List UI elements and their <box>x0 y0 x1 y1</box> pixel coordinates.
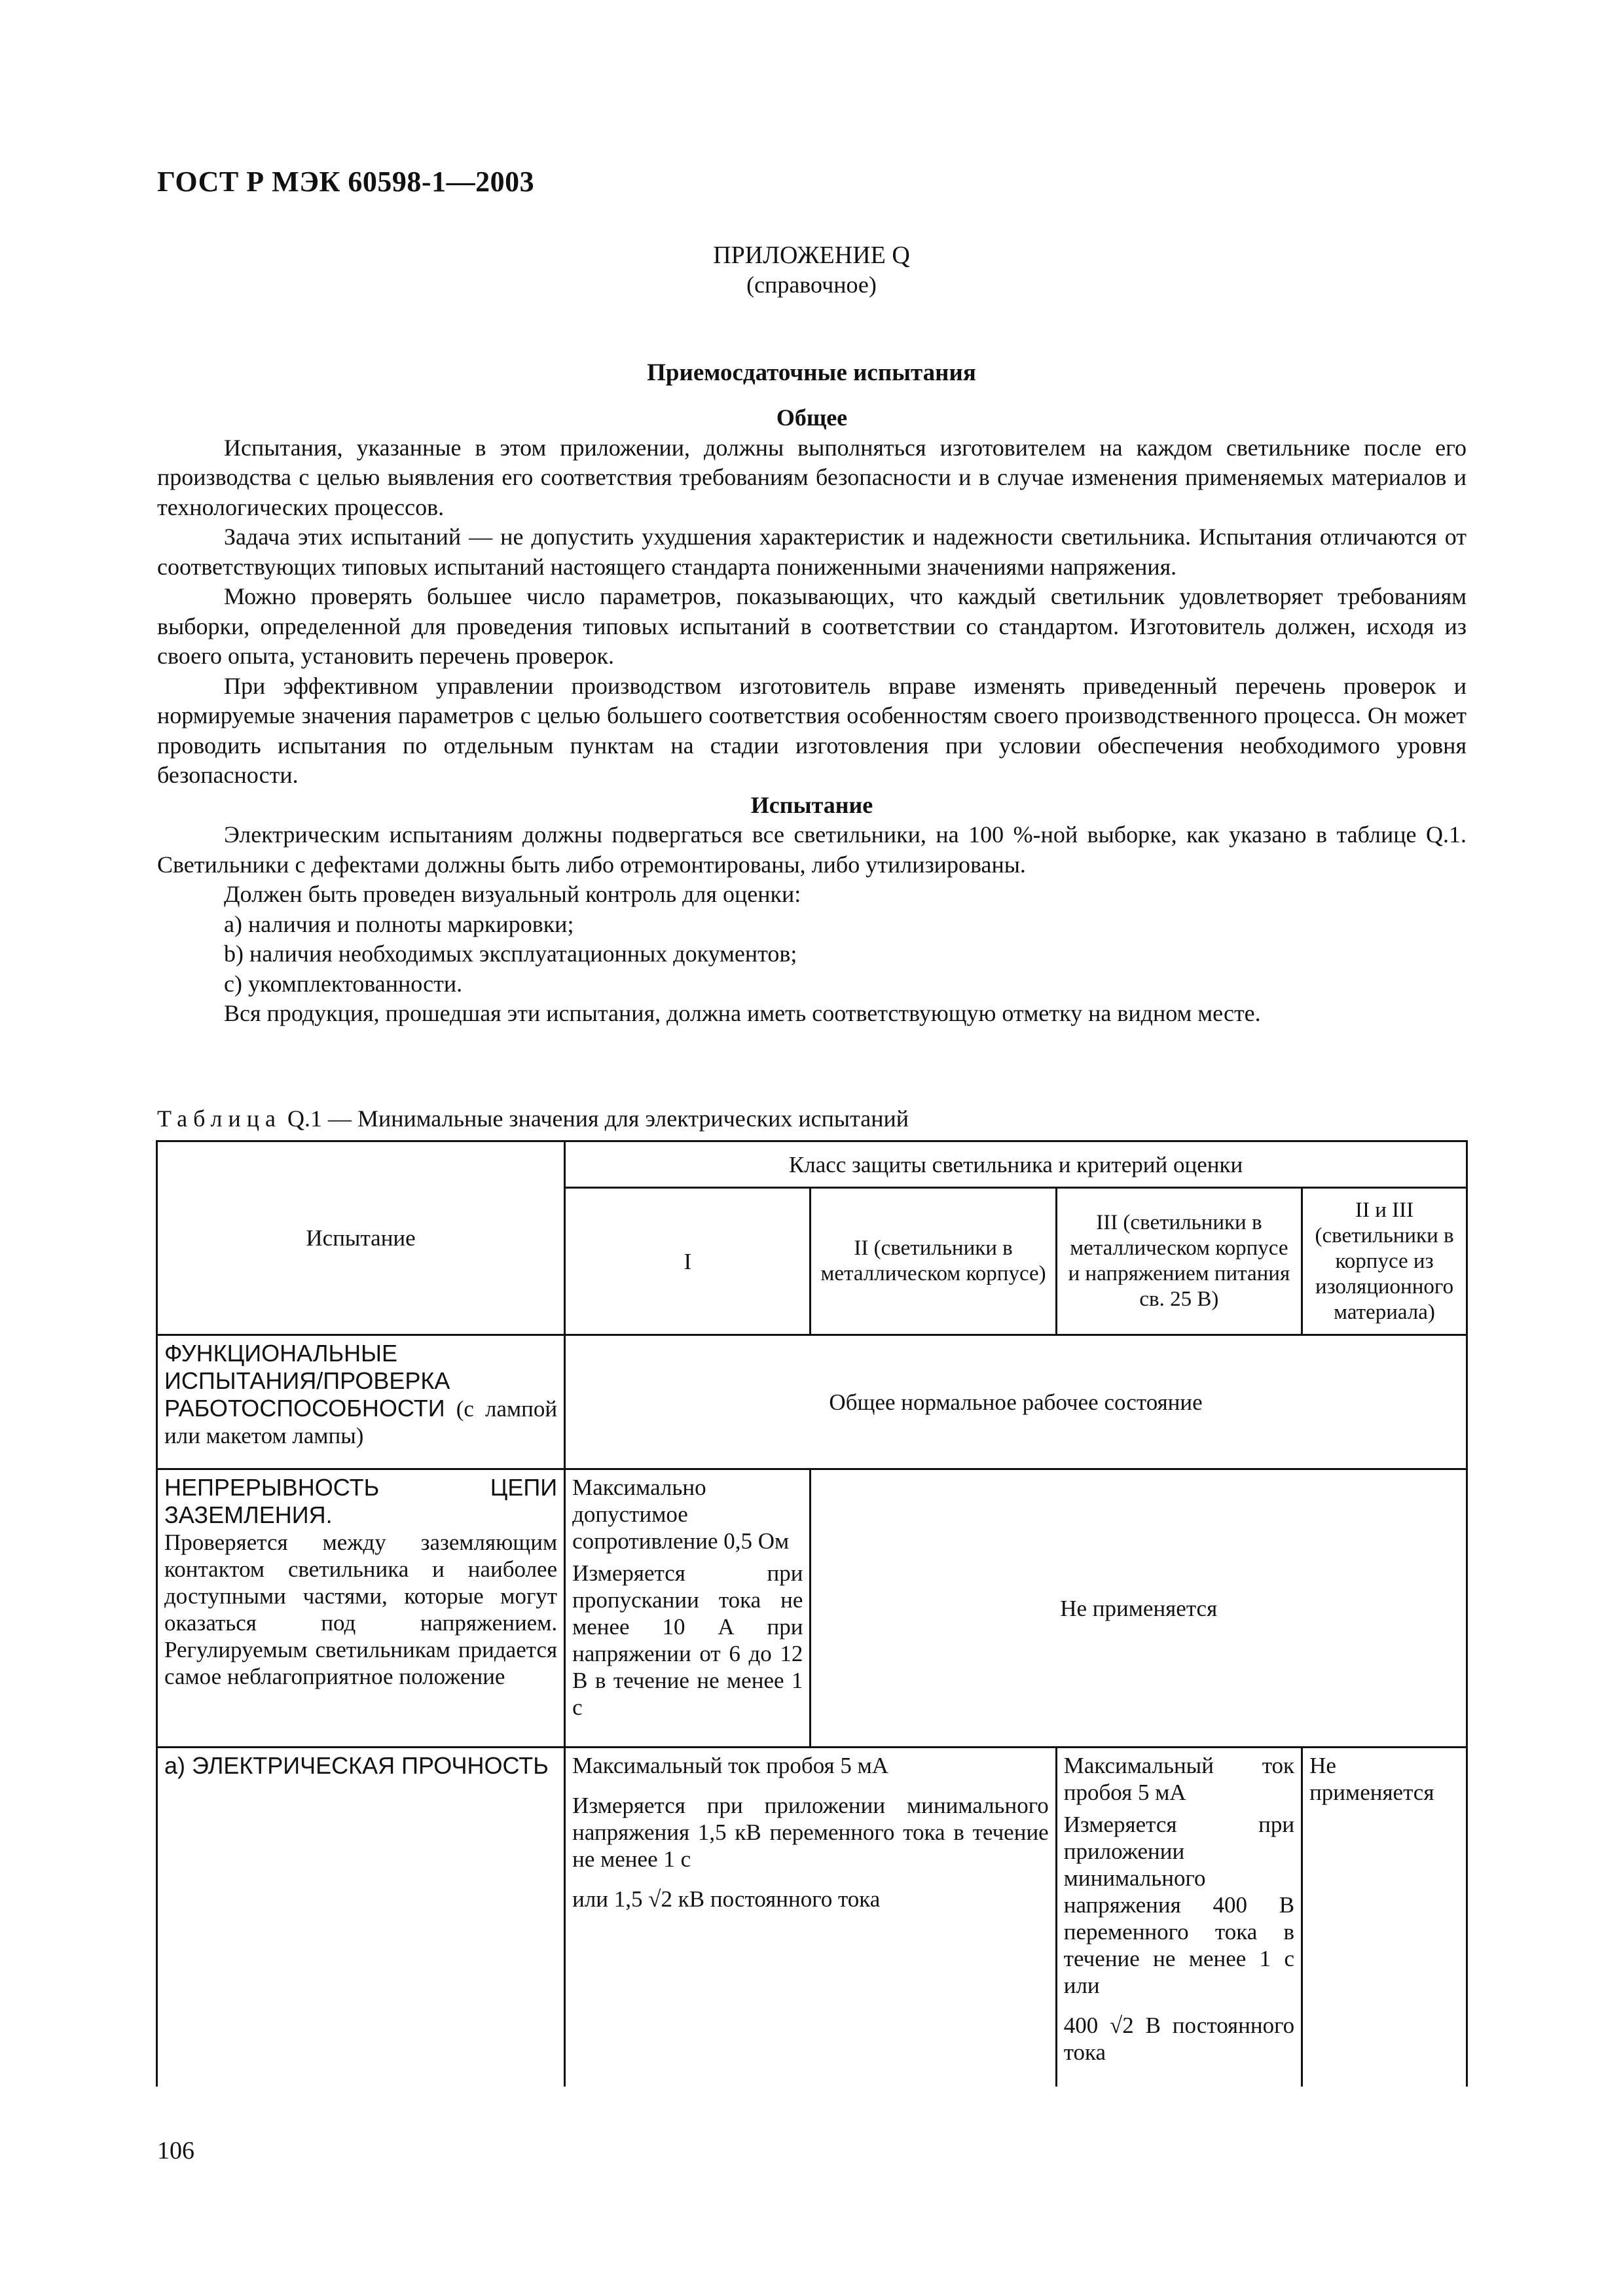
row-description: Проверяется между заземляющим контактом светильника и наиболее доступными частями, которые могут оказаться под напряжением. Регулируемым светильникам придается самое неблагоприятное положение <box>164 1530 558 1689</box>
measurement-condition: Измеряется при пропускании тока не менее 10 А при напряжении от 6 до 12 В в течение не менее 1 с <box>572 1560 803 1720</box>
standard-designation: ГОСТ Р МЭК 60598-1—2003 <box>157 166 535 198</box>
row-note: (с лампой или макетом лампы) <box>164 1396 558 1448</box>
max-breakdown-current: Максимальный ток пробоя 5 мА <box>1063 1753 1295 1805</box>
paragraph: Электрическим испытаниям должны подвергаться все светильники, на 100 %-ной выборке, как указано в таблице Q.1. Светильники с дефектами должны быть либо отремонтированы, либо утилизированы. <box>157 821 1467 878</box>
header-test: Испытание <box>157 1141 565 1335</box>
functional-value: Общее нормальное рабочее состояние <box>565 1335 1467 1469</box>
strength-not-applicable: Не применяется <box>1302 1748 1467 2087</box>
paragraph: При эффективном управлении производством изготовитель вправе изменять приведенный перечень проверок и нормируемые значения параметров с целью большего соответствия особенностям своего производственного процесса. Он может проводить испытания по отдельным пунктам на стадии изготовления при условии обеспечения необходимого уровня безопасности. <box>157 672 1467 788</box>
measurement-condition: Измеряется при приложении минимального напряжения 400 В переменного тока в течение не менее 1 с или <box>1063 1812 1295 1998</box>
paragraph: Можно проверять большее число параметров, показывающих, что каждый светильник удовлетворяет требованиям выборки, определенной для проведения типовых испытаний в соответствии со стандартом. Изготовитель должен, исходя из своего опыта, установить перечень проверок. <box>157 583 1467 669</box>
list-item: a) наличия и полноты маркировки; <box>224 910 574 937</box>
row-name: ФУНКЦИОНАЛЬНЫЕ ИСПЫТАНИЯ/ПРОВЕРКА РАБОТОСПОСОБНОСТИ <box>164 1340 450 1422</box>
appendix-subtitle: (справочное) <box>746 272 877 298</box>
list-item: b) наличия необходимых эксплуатационных документов; <box>224 941 797 967</box>
paragraph: Испытания, указанные в этом приложении, должны выполняться изготовителем на каждом светильнике после его производства с целью выявления его соответствия требованиям безопасности и в случае изменения применяемых материалов и технологических процессов. <box>157 434 1467 520</box>
header-class-3: III (светильники в металлическом корпусе и напряжением питания св. 25 В) <box>1056 1188 1302 1335</box>
section-heading-general: Общее <box>776 404 848 431</box>
strength-class-1-2 <box>565 1748 1057 2087</box>
row-functional-test <box>157 1335 565 1469</box>
table-row <box>157 1335 1467 1469</box>
paragraph: Должен быть проведен визуальный контроль для оценки: <box>224 881 801 907</box>
row-name: a) ЭЛЕКТРИЧЕСКАЯ ПРОЧНОСТЬ <box>164 1752 549 1779</box>
dc-alternative: 400 √2 В постоянного тока <box>1063 2013 1295 2065</box>
table-caption <box>157 1105 909 1132</box>
header-class-2-3: II и III (светильники в корпусе из изоляционного материала) <box>1302 1188 1467 1335</box>
appendix-title: ПРИЛОЖЕНИЕ Q <box>713 242 910 269</box>
strength-class-3 <box>1056 1748 1302 2087</box>
table-caption-prefix: Таблица <box>157 1105 282 1132</box>
row-name: НЕПРЕРЫВНОСТЬ ЦЕПИ ЗАЗЕМЛЕНИЯ. <box>164 1474 558 1528</box>
max-resistance: Максимально допустимое сопротивление 0,5 Ом <box>572 1475 790 1554</box>
table-header-row <box>157 1141 1467 1188</box>
body-text <box>157 403 1467 1029</box>
dc-alternative: или 1,5 √2 кВ постоянного тока <box>572 1886 881 1912</box>
earthing-class-1 <box>565 1469 811 1748</box>
header-protection-class: Класс защиты светильника и критерий оценки <box>565 1141 1467 1188</box>
table-row <box>157 1748 1467 2087</box>
table-caption-text: Q.1 — Минимальные значения для электрических испытаний <box>281 1105 909 1132</box>
paragraph: Задача этих испытаний — не допустить ухудшения характеристик и надежности светильника. Испытания отличаются от соответствующих типовых испытаний настоящего стандарта пониженными значениями напряжения. <box>157 524 1467 580</box>
paragraph: Вся продукция, прошедшая эти испытания, должна иметь соответствующую отметку на видном месте. <box>224 1000 1261 1026</box>
section-heading-test: Испытание <box>750 791 873 818</box>
test-values-table <box>156 1140 1468 2087</box>
header-class-2: II (светильники в металлическом корпусе) <box>811 1188 1056 1335</box>
max-breakdown-current: Максимальный ток пробоя 5 мА <box>572 1753 889 1778</box>
row-earthing-continuity <box>157 1469 565 1748</box>
earthing-not-applicable: Не применяется <box>811 1469 1467 1748</box>
header-class-1: I <box>565 1188 811 1335</box>
list-item: c) укомплектованности. <box>224 970 463 997</box>
table-row <box>157 1469 1467 1748</box>
measurement-condition: Измеряется при приложении минимального напряжения 1,5 кВ переменного тока в течение не менее 1 с <box>572 1793 1049 1872</box>
row-electric-strength <box>157 1748 565 2087</box>
page-number: 106 <box>157 2137 194 2164</box>
main-title: Приемосдаточные испытания <box>647 359 976 386</box>
